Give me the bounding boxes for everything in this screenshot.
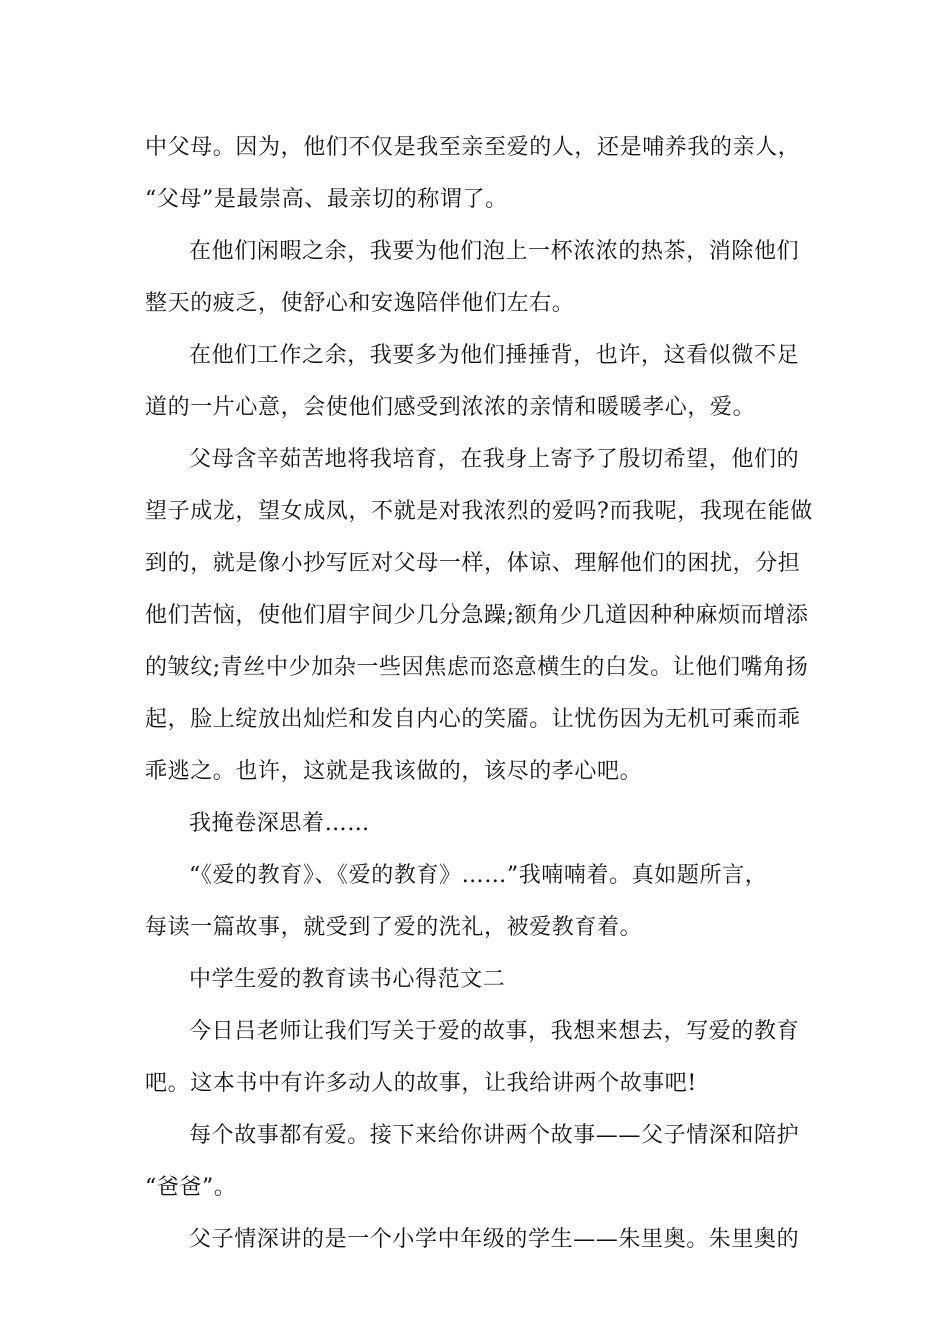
text-line: 在他们闲暇之余，我要为他们泡上一杯浓浓的热茶，消除他们 (189, 239, 800, 264)
text-line: 今日吕老师让我们写关于爱的故事，我想来想去，写爱的教育 (189, 1019, 800, 1044)
text-line: 望子成龙，望女成凤，不就是对我浓烈的爱吗?而我呢，我现在能做 (145, 499, 813, 524)
text-line: 吧。这本书中有许多动人的故事，让我给讲两个故事吧! (145, 1071, 697, 1096)
section-heading: 中学生爱的教育读书心得范文二 (189, 967, 506, 992)
text-line: 起，脸上绽放出灿烂和发自内心的笑靥。让忧伤因为无机可乘而乖 (145, 707, 801, 732)
text-line: 父子情深讲的是一个小学中年级的学生——朱里奥。朱里奥的 (189, 1227, 800, 1252)
text-line: “父母”是最崇高、最亲切的称谓了。 (145, 187, 508, 212)
text-line: 乖逃之。也许，这就是我该做的，该尽的孝心吧。 (145, 759, 643, 784)
text-line: 到的，就是像小抄写匠对父母一样，体谅、理解他们的困扰，分担 (145, 551, 801, 576)
text-line: “《爱的教育》、《爱的教育》……”我喃喃着。真如题所言， (189, 863, 768, 888)
text-line: 每读一篇故事，就受到了爱的洗礼，被爱教育着。 (145, 915, 643, 940)
text-line: 在他们工作之余，我要多为他们捶捶背，也许，这看似微不足 (189, 343, 800, 368)
text-line: 中父母。因为，他们不仅是我至亲至爱的人，还是哺养我的亲人， (145, 135, 801, 160)
text-line: “爸爸”。 (145, 1175, 237, 1200)
text-line: 的皱纹;青丝中少加杂一些因焦虑而恣意横生的白发。让他们嘴角扬 (145, 655, 809, 680)
text-line: 我掩卷深思着…… (189, 811, 370, 836)
text-line: 整天的疲乏，使舒心和安逸陪伴他们左右。 (145, 291, 575, 316)
text-line: 每个故事都有爱。接下来给你讲两个故事——父子情深和陪护 (189, 1123, 800, 1148)
text-line: 道的一片心意，会使他们感受到浓浓的亲情和暖暖孝心，爱。 (145, 395, 756, 420)
text-line: 父母含辛茹苦地将我培育，在我身上寄予了殷切希望，他们的 (189, 447, 800, 472)
text-line: 他们苦恼，使他们眉宇间少几分急躁;额角少几道因种种麻烦而增添 (145, 603, 809, 628)
